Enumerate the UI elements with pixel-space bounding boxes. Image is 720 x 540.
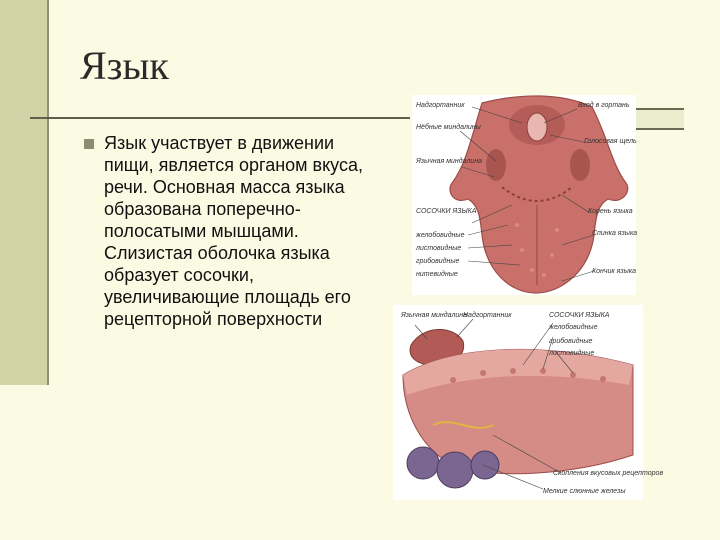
label-sosochki-yazyka-2: СОСОЧКИ ЯЗЫКА [549,312,610,319]
label-gribovidnye: грибовидные [416,258,460,265]
label-gribovidnye-2: грибовидные [549,338,593,345]
label-zhelezy: Мелкие слюнные железы [543,488,626,495]
sidebar-border [47,0,49,385]
slide-sidebar [0,0,47,385]
label-nadgortannik: Надгортанник [416,102,465,109]
label-zhelobovidnye: желобовидные [416,232,465,239]
label-nebnye-mindaliny: Нёбные миндалины [416,124,481,131]
label-konchik-yazyka: Кончик языка [592,268,636,275]
bullet-text: Язык участвует в движении пищи, является органом вкуса, речи. Основная масса языка образована поперечно- полосатыми мышцами. Слизистая оболочка языка образует сосочки, увеличивающие площадь его рецепторной поверхности [104,133,363,329]
title-rule [30,117,410,119]
label-zhelobovidnye-2: желобовидные [549,324,598,331]
label-nitevidnye: нитевидные [416,271,458,278]
label-listovidnye-2: листовидные [549,350,595,357]
tongue-dorsal-figure [412,95,636,295]
label-vkhod-v-gortan: Вход в гортань [578,102,630,109]
label-listovidnye: листовидные [416,245,462,252]
label-koren-yazyka: Корень языка [588,208,633,215]
label-spinka-yazyka: Спинка языка [592,230,638,237]
tongue-section-figure [393,305,664,500]
title-rule-ornament [636,108,684,130]
slide-title: Язык [80,43,169,88]
label-skopleniya: Скопления вкусовых рецепторов [553,470,664,477]
label-golosovaya-shchel: Голосовая щель [584,138,637,145]
label-yazychnaya-mindalina: Язычная миндалина [416,158,483,165]
bullet-icon [84,139,94,149]
label-nadgortannik-2: Надгортанник [463,312,512,319]
label-yazychnaya-mindalina-2: Язычная миндалина [401,312,468,319]
label-sosochki-yazyka: СОСОЧКИ ЯЗЫКА [416,208,477,215]
